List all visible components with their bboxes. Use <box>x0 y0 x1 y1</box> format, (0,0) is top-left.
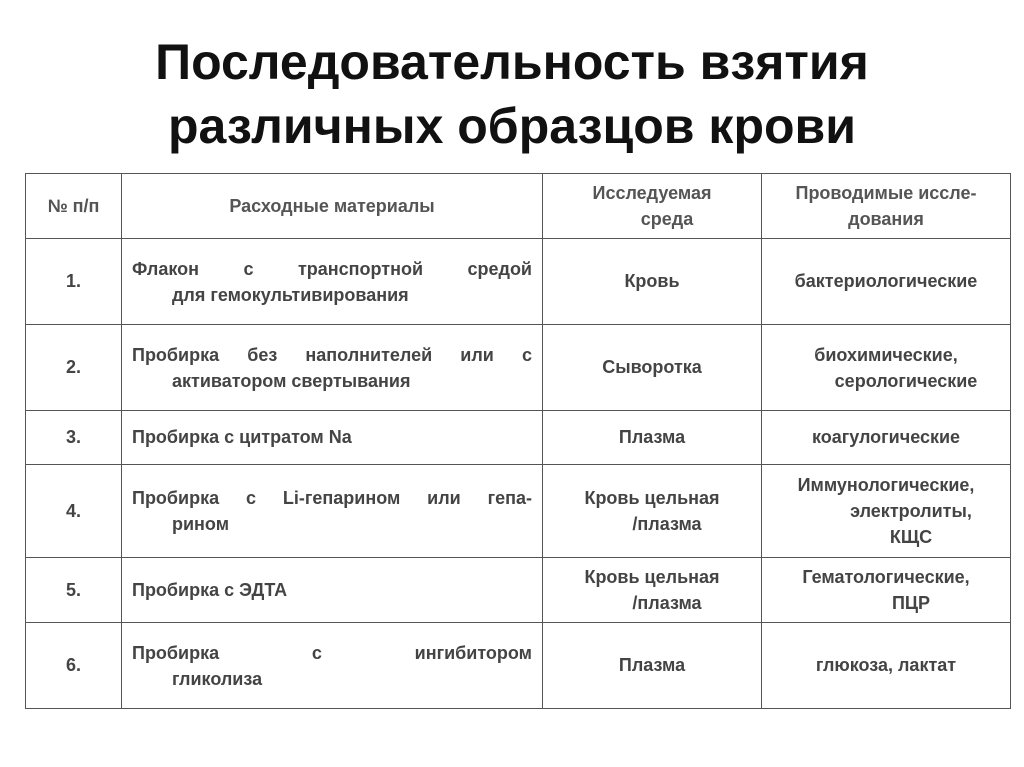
row-research-line-1: Гематологические, <box>802 567 970 587</box>
row-environment: Плазма <box>543 411 762 465</box>
row-research: коагулогические <box>762 411 1011 465</box>
header-num: № п/п <box>26 174 122 239</box>
row-materials-line-1: Флакон с транспортной средой <box>132 258 532 279</box>
header-research <box>762 174 1011 239</box>
table-header-row <box>26 174 1011 239</box>
row-num: 5. <box>26 558 122 623</box>
table-row <box>26 465 1011 558</box>
row-materials-line-2: активатором свертывания <box>172 370 411 391</box>
row-research-line-2: ПЦР <box>891 593 931 613</box>
row-num: 3. <box>26 411 122 465</box>
slide-title <box>0 30 1024 158</box>
row-environment-line-1: Кровь цельная <box>584 488 720 508</box>
row-num: 2. <box>26 325 122 411</box>
row-environment <box>543 465 762 558</box>
row-research <box>762 325 1011 411</box>
table-row <box>26 623 1011 709</box>
row-environment-line-1: Кровь цельная <box>584 567 720 587</box>
row-research: глюкоза, лактат <box>762 623 1011 709</box>
table-row <box>26 558 1011 623</box>
row-environment-line-2: /плазма <box>632 593 702 613</box>
row-research <box>762 558 1011 623</box>
row-environment <box>543 558 762 623</box>
row-num: 1. <box>26 239 122 325</box>
blood-sample-table <box>25 173 1011 709</box>
header-environment-line-1: Исследуемая <box>592 183 712 203</box>
row-environment: Плазма <box>543 623 762 709</box>
header-materials: Расходные материалы <box>122 174 543 239</box>
row-research-line-2: серологические <box>834 370 978 391</box>
table-row <box>26 325 1011 411</box>
row-num: 4. <box>26 465 122 558</box>
header-research-line-1: Проводимые иссле- <box>795 183 977 203</box>
row-materials <box>122 465 543 558</box>
row-research <box>762 465 1011 558</box>
row-materials-line-1: Пробирка без наполнителей или с <box>132 344 532 365</box>
row-materials-line-1: Пробирка с Li-гепарином или гепа- <box>132 488 532 508</box>
row-materials <box>122 325 543 411</box>
row-materials-line-2: рином <box>172 514 230 534</box>
row-materials: Пробирка с цитратом Na <box>122 411 543 465</box>
row-materials-line-2: гликолиза <box>172 668 263 689</box>
slide-title-line-2: различных образцов крови <box>167 98 856 154</box>
row-materials: Пробирка с ЭДТА <box>122 558 543 623</box>
row-environment: Кровь <box>543 239 762 325</box>
slide-title-line-1: Последовательность взятия <box>155 34 869 90</box>
header-environment-line-2: среда <box>640 209 694 229</box>
row-research-line-1: биохимические, <box>814 344 958 365</box>
table-row <box>26 239 1011 325</box>
row-materials-line-2: для гемокультивирования <box>172 284 409 305</box>
table-row <box>26 411 1011 465</box>
row-num: 6. <box>26 623 122 709</box>
header-research-line-2: дования <box>848 209 924 229</box>
row-research-line-1: Иммунологические, <box>797 475 975 495</box>
row-research: бактериологические <box>762 239 1011 325</box>
row-environment: Сыворотка <box>543 325 762 411</box>
header-environment <box>543 174 762 239</box>
row-materials-line-1: Пробирка с ингибитором <box>132 642 532 663</box>
row-environment-line-2: /плазма <box>632 514 702 534</box>
row-materials <box>122 623 543 709</box>
row-research-line-3: КЩС <box>889 527 933 547</box>
row-research-line-2: электролиты, <box>850 501 972 521</box>
row-materials <box>122 239 543 325</box>
